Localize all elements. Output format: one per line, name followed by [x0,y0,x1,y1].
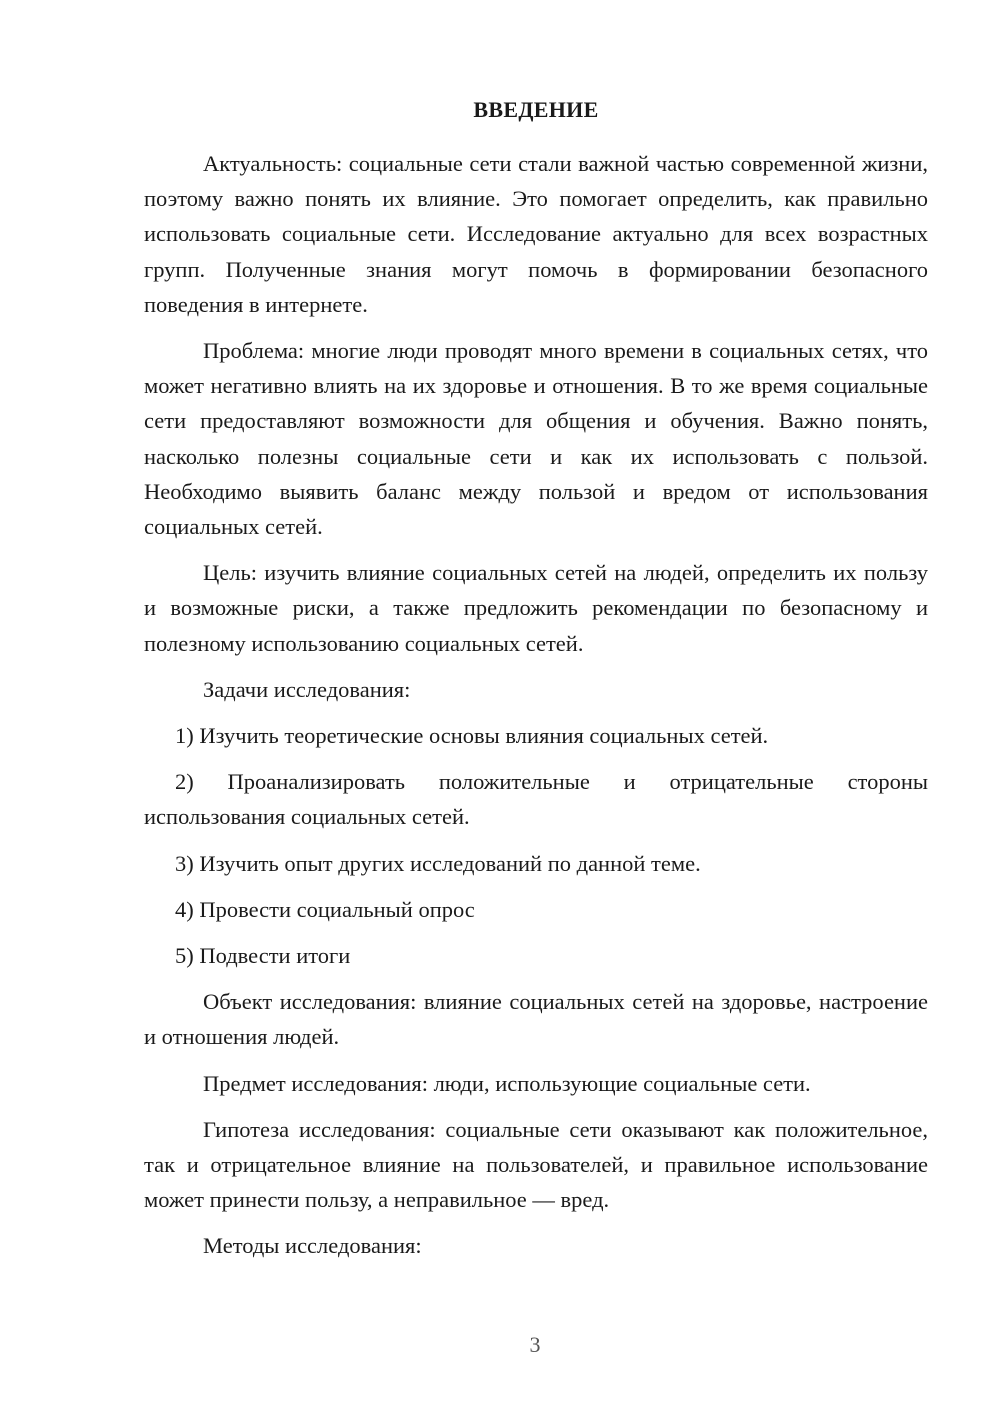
paragraph-subject: Предмет исследования: люди, использующие социальные сети. [203,1070,811,1096]
paragraph-object: Объект исследования: влияние социальных сетей на здоровье, настроение и отношения людей. [144,989,928,1050]
task-item-1: 1) Изучить теоретические основы влияния социальных сетей. [175,723,769,749]
task-item-3: 3) Изучить опыт других исследований по данной теме. [175,850,701,876]
methods-heading: Методы исследования: [203,1233,422,1259]
section-title: ВВЕДЕНИЕ [473,97,599,122]
task-item-2: 2) Проанализировать положительные и отрицательные стороны использования социальных сетей. [144,769,928,830]
paragraph-problem: Проблема: многие люди проводят много времени в социальных сетях, что может негативно влиять на их здоровье и отношения. В то же время социальные сети предоставляют возможности для общения и обучения. Важно понять, насколько полезны социальные сети и как их использовать с пользой. Необходимо выявить баланс между пользой и вредом от использования социальных сетей. [144,338,928,540]
page-number: 3 [529,1332,541,1357]
paragraph-goal: Цель: изучить влияние социальных сетей на людей, определить их пользу и возможные риски, а также предложить рекомендации по безопасному и полезному использованию социальных сетей. [144,560,928,656]
tasks-heading: Задачи исследования: [203,676,411,702]
paragraph-hypothesis: Гипотеза исследования: социальные сети оказывают как положительное, так и отрицательное влияние на пользователей, и правильное использование может принести пользу, а неправильное — вред. [144,1116,928,1213]
task-item-5: 5) Подвести итоги [175,943,351,969]
document-page [144,94,928,1275]
task-item-4: 4) Провести социальный опрос [175,896,475,922]
paragraph-relevance: Актуальность: социальные сети стали важной частью современной жизни, поэтому важно понять их влияние. Это помогает определить, как правильно использовать социальные сети. Исследование актуально для всех возрастных групп. Полученные знания могут помочь в формировании безопасного поведения в интернете. [144,151,928,317]
